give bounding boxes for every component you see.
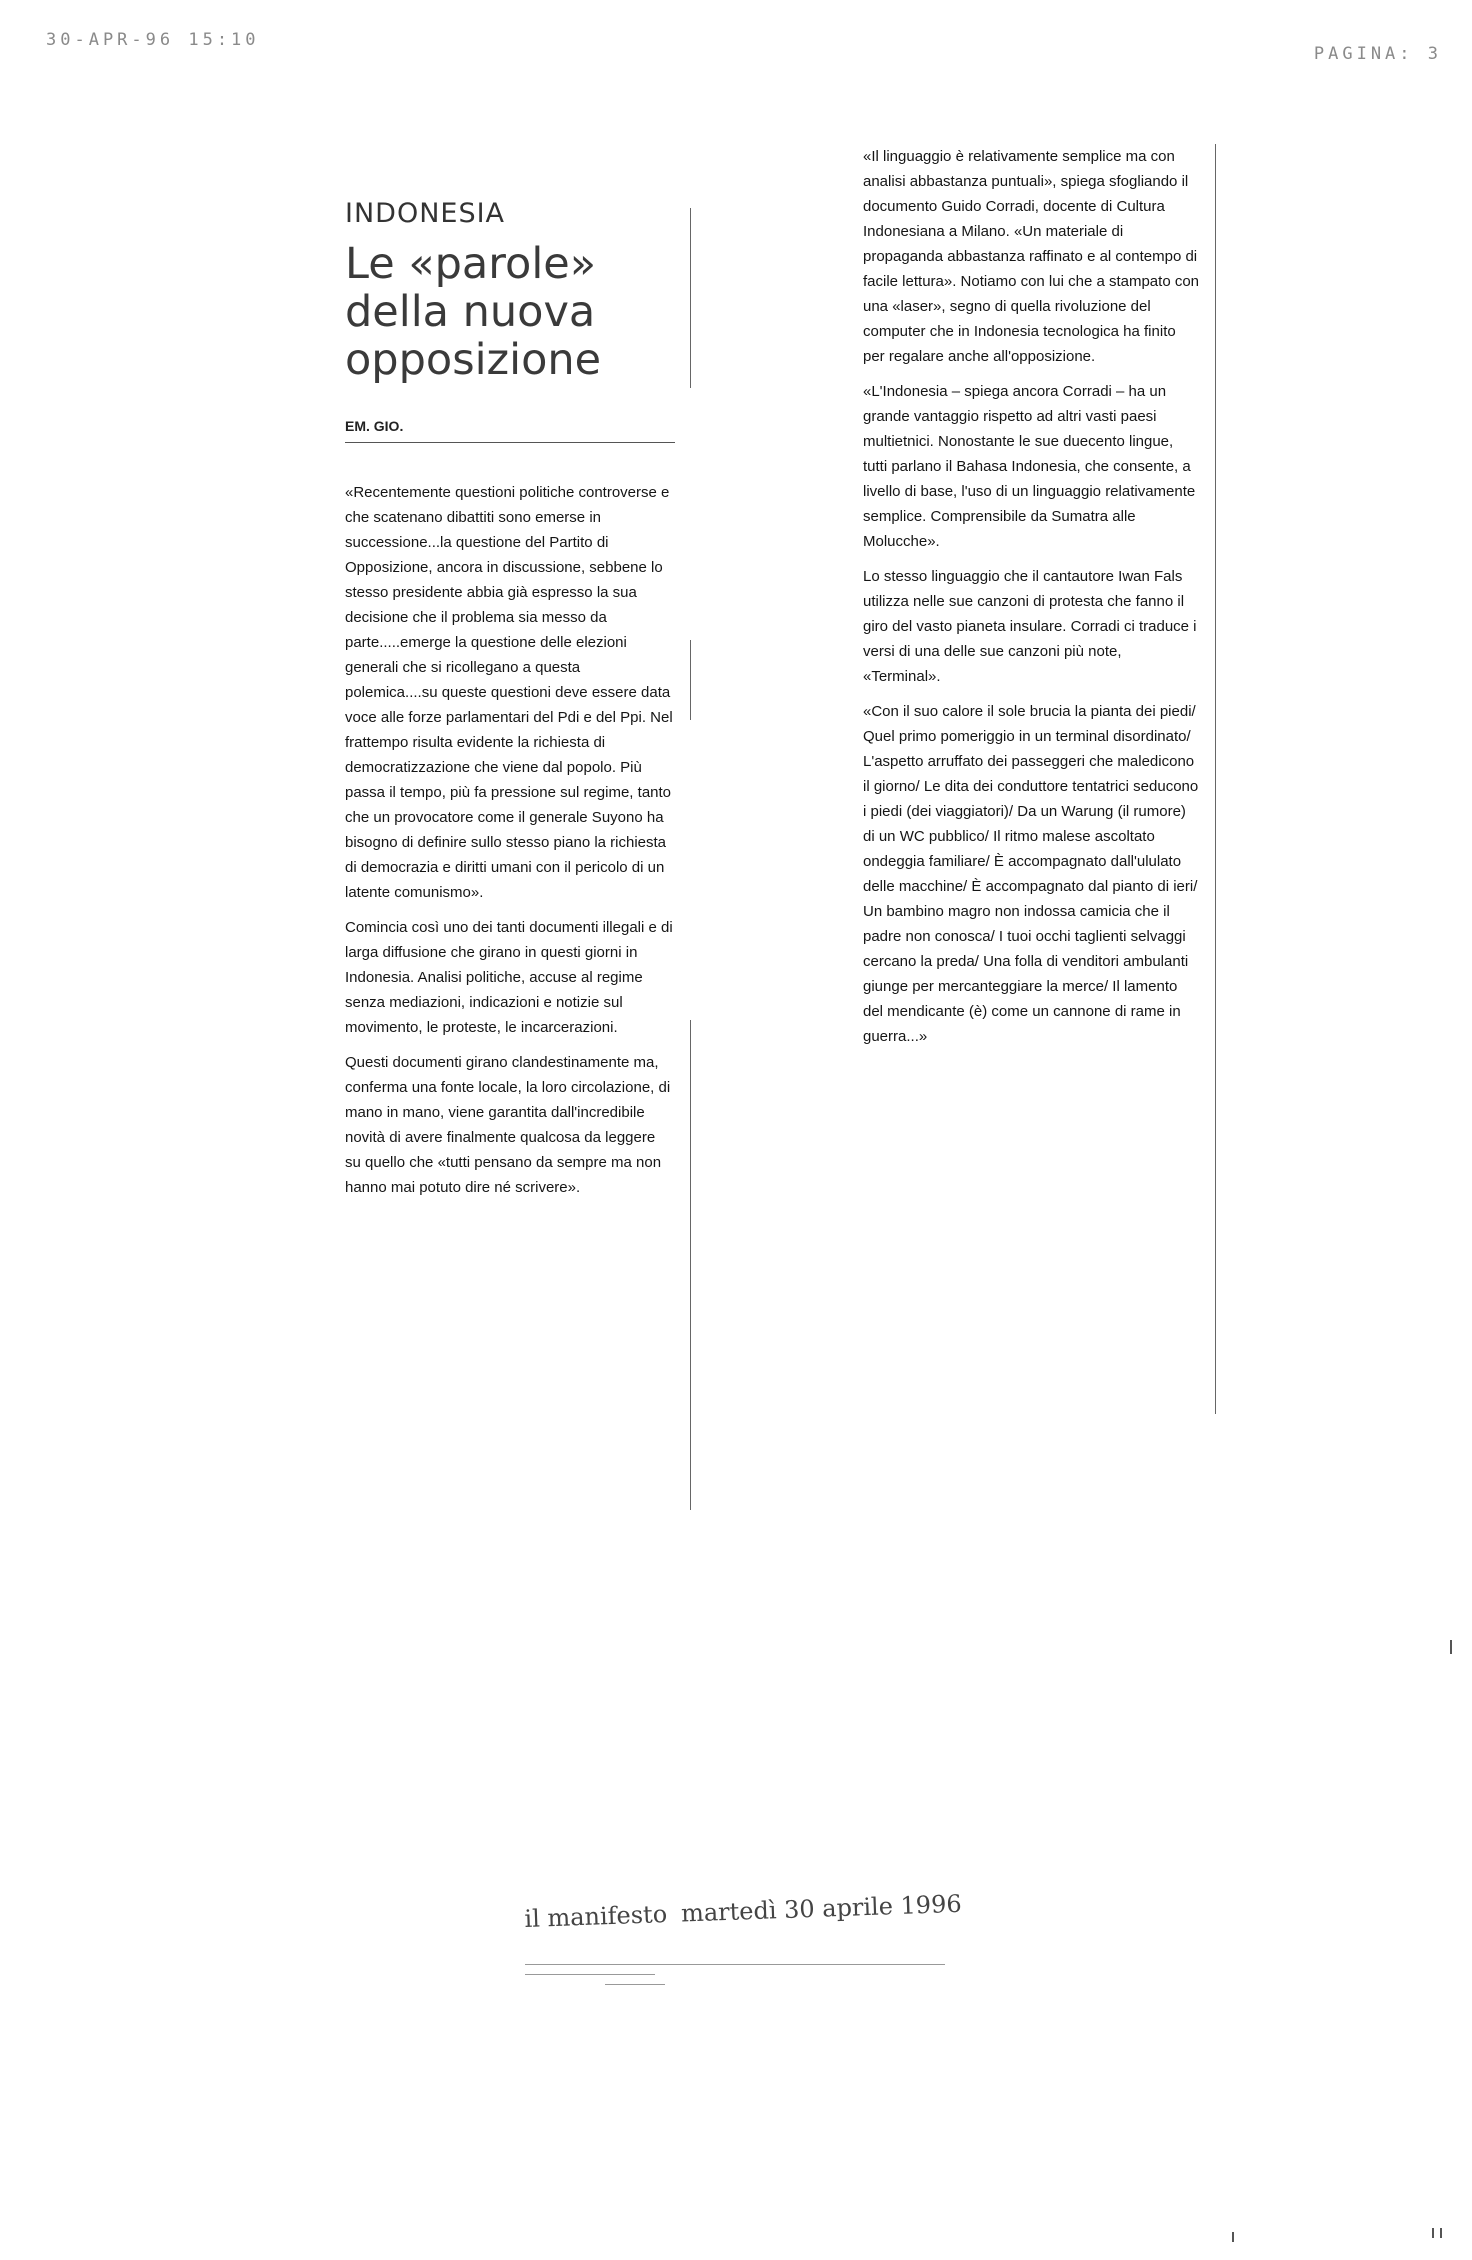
publication-footer xyxy=(524,1888,1025,1933)
paragraph: «Recentemente questioni politiche controverse e che scatenano dibattiti sono emerse in successione...la questione del Partito di Opposizione, ancora in discussione, sebbene lo stesso presidente abbia già espresso la sua decisione che il problema sia messo da parte.....emerge la questione delle elezioni generali che si ricollegano a questa polemica....su queste questioni deve essere data voce alle forze parlamentari del Pdi e del Ppi. Nel frattempo risulta evidente la richiesta di democratizzazione che viene dal popolo. Più passa il tempo, più fa pressione sul regime, tanto che un provocatore come il generale Suyono ha bisogno di definire sullo stesso piano la richiesta di democrazia e diritti umani con il pericolo di un latente comunismo». xyxy=(345,484,673,901)
column-rule xyxy=(690,208,691,388)
paragraph: «L'Indonesia – spiega ancora Corradi – ha un grande vantaggio rispetto ad altri vasti paesi multietnici. Nonostante le sue duecento lingue, tutti parlano il Bahasa Indonesia, che consente, a livello di base, l'uso di un linguaggio relativamente semplice. Comprensibile da Sumatra alle Molucche». xyxy=(863,383,1196,550)
publication-name: il manifesto xyxy=(524,1900,668,1933)
section-label: INDONESIA xyxy=(345,198,506,229)
scan-speck xyxy=(1432,2228,1434,2238)
column-rule xyxy=(690,1020,691,1510)
paragraph: Questi documenti girano clandestinamente ma, conferma una fonte locale, la loro circolazione, di mano in mano, viene garantita dall'incredibile novità di avere finalmente qualcosa da leggere su quello che «tutti pensano da sempre ma non hanno mai potuto dire né scrivere». xyxy=(345,1054,671,1196)
headline: Le «parole» della nuova opposizione xyxy=(345,239,602,385)
article-clipping xyxy=(345,150,1435,1520)
column-rule xyxy=(1215,144,1216,1414)
paragraph: Lo stesso linguaggio che il cantautore Iwan Fals utilizza nelle sue canzoni di protesta che fanno il giro del vasto pianeta insulare. Corradi ci traduce i versi di una delle sue canzoni più note, «Terminal». xyxy=(863,568,1197,685)
footer-scan-lines xyxy=(525,1960,1045,1990)
publication-date: martedì 30 aprile 1996 xyxy=(680,1889,963,1928)
scan-speck xyxy=(1450,1640,1452,1654)
fax-header-date: 30-APR-96 15:10 xyxy=(46,30,260,50)
paragraph: «Con il suo calore il sole brucia la pianta dei piedi/ Quel primo pomeriggio in un terminal disordinato/ L'aspetto arruffato dei passeggeri che maledicono il giorno/ Le dita dei conduttore tentatrici seducono i piedi (dei viaggiatori)/ Da un Warung (il rumore) di un WC pubblico/ Il ritmo malese ascoltato ondeggia familiare/ È accompagnato dall'ululato delle macchine/ È accompagnato dal pianto di ieri/ Un bambino magro non indossa camicia che il padre non conosca/ I tuoi occhi taglienti selvaggi cercano la preda/ Una folla di venditori ambulanti giunge per mercanteggiare la merce/ Il lamento del mendicante (è) come un cannone di rame in guerra...» xyxy=(863,703,1199,1045)
left-column xyxy=(345,480,675,1210)
scan-line xyxy=(525,1964,945,1965)
paragraph: Comincia così uno dei tanti documenti illegali e di larga diffusione che girano in questi giorni in Indonesia. Analisi politiche, accuse al regime senza mediazioni, indicazioni e notizie sul movimento, le proteste, le incarcerazioni. xyxy=(345,919,673,1036)
right-column xyxy=(863,144,1199,1059)
fax-header-page: PAGINA: 3 xyxy=(1313,44,1442,64)
scan-speck xyxy=(1232,2232,1234,2242)
byline: EM. GIO. xyxy=(345,418,404,434)
paragraph: «Il linguaggio è relativamente semplice ma con analisi abbastanza puntuali», spiega sfogliando il documento Guido Corradi, docente di Cultura Indonesiana a Milano. «Un materiale di propaganda abbastanza raffinato e al contempo di facile lettura». Notiamo con lui che a stampato con una «laser», segno di quella rivoluzione del computer che in Indonesia tecnologica ha finito per regalare anche all'opposizione. xyxy=(863,148,1200,365)
column-rule xyxy=(690,640,691,720)
scan-speck xyxy=(1440,2228,1442,2238)
byline-rule xyxy=(345,442,675,443)
scan-line xyxy=(605,1984,665,1985)
scan-line xyxy=(525,1974,655,1975)
